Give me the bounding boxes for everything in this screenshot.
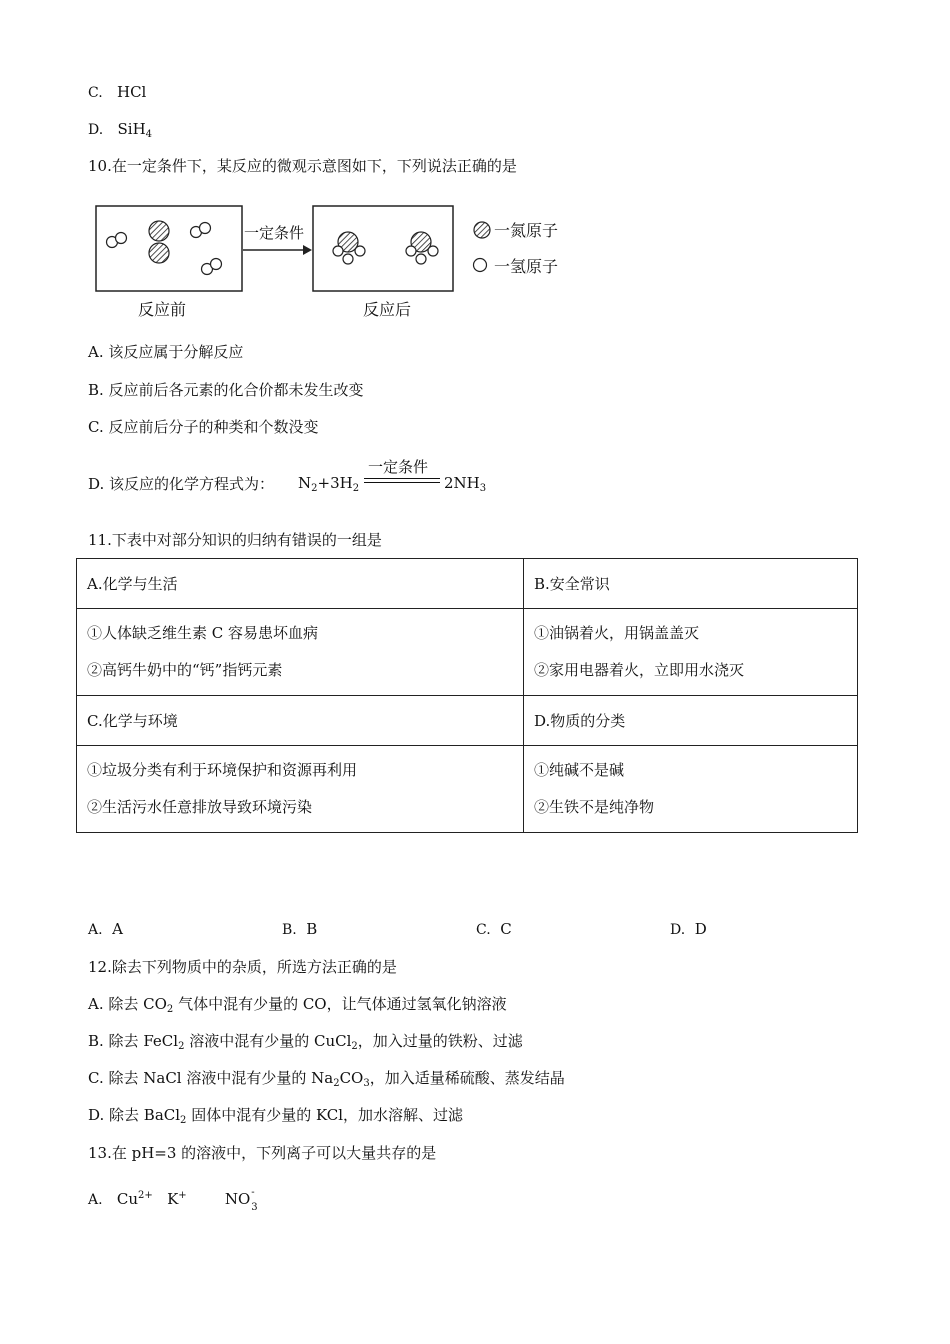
before-label: 反应前 bbox=[138, 300, 187, 319]
q12-option-c: C. 除去 NaCl 溶液中混有少量的 $Na_2CO_3$，加入适量稀硫酸、蒸发结晶 bbox=[88, 1069, 565, 1089]
equation-bar bbox=[364, 482, 440, 483]
q11-answer-b: B. B bbox=[282, 920, 318, 938]
option-text: HCl bbox=[116, 83, 147, 101]
q12-option-d: D. 除去 BaCl$_2$ 固体中混有少量的 KCl，加水溶解、过滤 bbox=[88, 1106, 464, 1126]
q10-option-a: A. 该反应属于分解反应 bbox=[88, 343, 244, 361]
cell-line: ①油锅着火，用锅盖盖灭 bbox=[534, 624, 700, 642]
cell-line: ②生活污水任意排放导致环境污染 bbox=[87, 798, 313, 816]
cell-c-body bbox=[77, 746, 524, 833]
ammonia-molecule-2 bbox=[406, 232, 438, 264]
ion-nitrate: NO - 3 bbox=[224, 1187, 258, 1213]
equation-bar bbox=[364, 478, 440, 479]
legend-hydrogen-label: 一氢原子 bbox=[494, 257, 559, 276]
ion-k: K+ bbox=[167, 1190, 187, 1208]
legend-hydrogen-icon bbox=[474, 259, 487, 272]
arrow-condition: 一定条件 bbox=[244, 224, 305, 242]
equation-condition: 一定条件 bbox=[368, 458, 429, 476]
nitrogen-molecule bbox=[149, 221, 169, 263]
q12-option-b: B. 除去 FeCl$_2$ 溶液中混有少量的 CuCl$_2$，加入过量的铁粉、过滤 bbox=[88, 1032, 523, 1052]
legend-nitrogen-icon bbox=[474, 222, 490, 238]
subscript: 4 bbox=[145, 129, 153, 140]
cell-d-title: D.物质的分类 bbox=[524, 696, 858, 746]
equation-reactants: $N_2+3H_2$ bbox=[298, 474, 360, 494]
hydrogen-molecule-1 bbox=[107, 233, 127, 248]
cell-d-body bbox=[524, 746, 858, 833]
cell-line: ②家用电器着火，立即用水浇灭 bbox=[534, 661, 745, 679]
cell-line: ②高钙牛奶中的“钙”指钙元素 bbox=[87, 661, 283, 679]
cell-b-title: B.安全常识 bbox=[524, 559, 858, 609]
option-text: SiH bbox=[117, 120, 146, 138]
after-label: 反应后 bbox=[363, 300, 412, 319]
option-label: A. bbox=[88, 1192, 103, 1208]
hydrogen-molecule-2 bbox=[191, 223, 211, 238]
q11-stem: 11.下表中对部分知识的归纳有错误的一组是 bbox=[88, 531, 382, 549]
q11-answer-d: D. D bbox=[670, 920, 707, 938]
before-box bbox=[96, 206, 242, 291]
cell-c-title: C.化学与环境 bbox=[77, 696, 524, 746]
q12-option-a: A. 除去 $CO_2$ 气体中混有少量的 CO，让气体通过氢氧化钠溶液 bbox=[88, 995, 507, 1015]
chemical-equation bbox=[298, 456, 538, 500]
q10-option-d: D. 该反应的化学方程式为： bbox=[88, 475, 275, 493]
cell-b-body bbox=[524, 609, 858, 696]
hydrogen-molecule-3 bbox=[202, 259, 222, 275]
q13-stem: 13.在 pH=3 的溶液中，下列离子可以大量共存的是 bbox=[88, 1144, 437, 1162]
q11-answer-a: A. A bbox=[88, 920, 123, 938]
cell-line: ①纯碱不是碱 bbox=[534, 761, 625, 779]
ammonia-molecule-1 bbox=[333, 232, 365, 264]
q10-option-c: C. 反应前后分子的种类和个数没变 bbox=[88, 418, 319, 436]
q9-option-c bbox=[88, 82, 146, 103]
equation-product: $2NH_3$ bbox=[444, 474, 487, 494]
q13-option-a bbox=[88, 1186, 258, 1213]
cell-line: ①垃圾分类有利于环境保护和资源再利用 bbox=[87, 761, 358, 779]
cell-line: ①人体缺乏维生素 C 容易患坏血病 bbox=[87, 624, 319, 642]
q10-stem: 10.在一定条件下，某反应的微观示意图如下，下列说法正确的是 bbox=[88, 157, 517, 175]
option-label: C. bbox=[88, 85, 103, 101]
option-label: D. bbox=[88, 122, 104, 138]
reaction-diagram bbox=[90, 198, 570, 324]
q11-answer-c: C. C bbox=[476, 920, 512, 938]
ion-cu: $Cu^{2+}$ bbox=[116, 1190, 153, 1208]
cell-line: ②生铁不是纯净物 bbox=[534, 798, 655, 816]
knowledge-table bbox=[76, 558, 858, 833]
q9-option-d bbox=[88, 119, 152, 145]
legend-nitrogen-label: 一氮原子 bbox=[494, 221, 559, 240]
cell-a-title: A.化学与生活 bbox=[77, 559, 524, 609]
cell-a-body bbox=[77, 609, 524, 696]
q12-stem: 12.除去下列物质中的杂质，所选方法正确的是 bbox=[88, 958, 397, 976]
q10-option-b: B. 反应前后各元素的化合价都未发生改变 bbox=[88, 381, 364, 399]
